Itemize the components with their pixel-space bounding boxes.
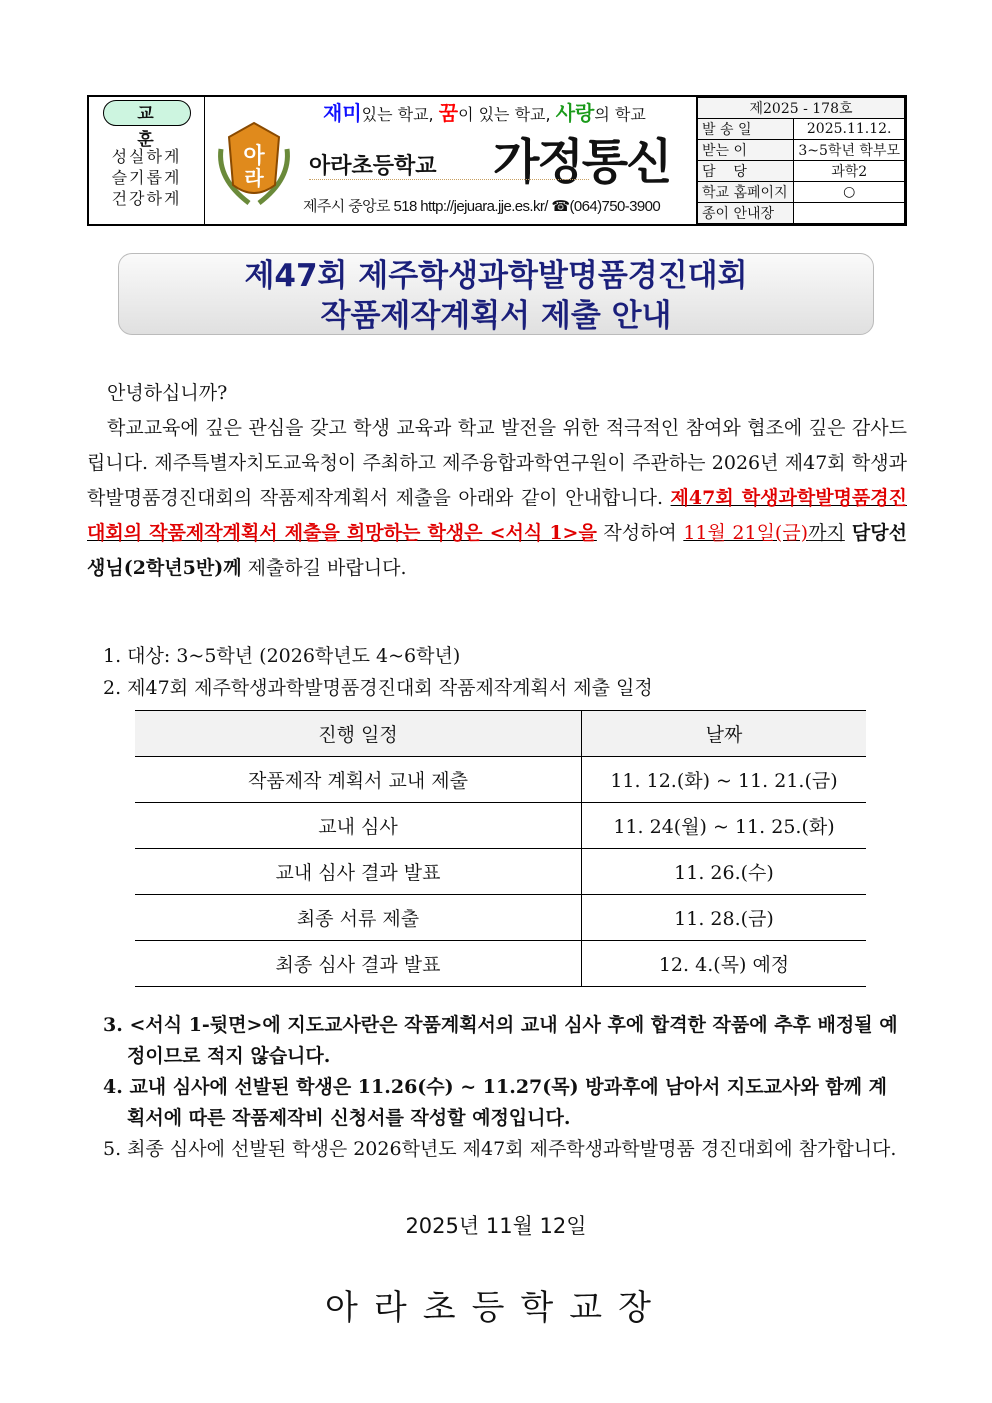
school-emblem-icon [209, 119, 299, 209]
info-label: 담 당 [698, 161, 794, 182]
table-row: 교내 심사 11. 24(월) ~ 11. 25.(화) [135, 803, 866, 849]
note-item: 5. 최종 심사에 선발된 학생은 2026학년도 제47회 제주학생과학발명품 경진대회에 참가합니다. [103, 1138, 897, 1160]
school-slogan: 재미있는 학교, 꿈이 있는 학교, 사랑의 학교 [323, 101, 646, 125]
info-list: 1. 대상: 3~5학년 (2026학년도 4~6학년) 2. 제47회 제주학생과학발명품경진대회 작품제작계획서 제출 일정 [103, 645, 653, 699]
info-label: 발 송 일 [698, 119, 794, 140]
info-value [794, 203, 905, 224]
info-value: 2025.11.12. [794, 119, 905, 140]
newsletter-header [87, 95, 907, 226]
notes-list [103, 1010, 898, 1165]
note-item: 4. 교내 심사에 선발된 학생은 11.26(수) ~ 11.27(목) 방과후에 남아서 지도교사와 함께 계획서에 따른 작품제작비 신청서를 작성할 예정입니다. [103, 1076, 887, 1129]
motto-line: 건강하게 [111, 189, 182, 208]
issue-info [697, 97, 905, 224]
info-value: ○ [794, 182, 905, 203]
table-row: 작품제작 계획서 교내 제출 11. 12.(화) ~ 11. 21.(금) [135, 757, 866, 803]
newsletter-title: 가정통신 [493, 134, 671, 190]
issue-number: 제2025 - 178호 [698, 98, 905, 119]
body-paragraph: 학교교육에 깊은 관심을 갖고 학생 교육과 학교 발전을 위한 적극적인 참여와 협조에 깊은 감사드립니다. 제주특별자치도교육청이 주최하고 제주융합과학연구원이 주관하는 2026년 제47회 학생과학발명품경진대회의 작품제작계획서 제출을 아래와 같이 안내합니다. 제47회 학생과학발명품경진대회의 작품제작계획서 제출을 희망하는 학생은 <서식 1>을 작성하여 11월 21일(금)까지 담당선생님(2학년5반)께 제출하길 바랍니다. [87, 417, 907, 579]
principal-signature: 아라초등학교장 [325, 1288, 667, 1328]
table-row: 최종 심사 결과 발표 12. 4.(목) 예정 [135, 941, 866, 987]
info-label: 종이 안내장 [698, 203, 794, 224]
school-name: 아라초등학교 [309, 154, 437, 179]
note-item: 3. <서식 1-뒷면>에 지도교사란은 작품계획서의 교내 심사 후에 합격한 작품에 추후 배정될 예정이므로 적지 않습니다. [103, 1014, 898, 1067]
school-address: 제주시 중앙로 518 http://jejuara.jje.es.kr/ ☎(064)750-3900 [303, 198, 661, 215]
notice-body [87, 376, 907, 586]
school-motto [89, 97, 205, 224]
motto-line: 슬기롭게 [111, 168, 182, 187]
table-header: 진행 일정 날짜 [135, 711, 866, 757]
issue-date: 2025년 11월 12일 [405, 1214, 587, 1238]
svg-text:라: 라 [244, 166, 264, 190]
table-row: 최종 서류 제출 11. 28.(금) [135, 895, 866, 941]
greeting: 안녕하십니까? [107, 382, 228, 404]
info-label: 받는 이 [698, 140, 794, 161]
schedule-table [135, 710, 866, 987]
notice-title: 제47회 제주학생과학발명품경진대회 작품제작계획서 제출 안내 [118, 253, 874, 335]
motto-label: 교 훈 [103, 100, 191, 126]
motto-line: 성실하게 [111, 147, 182, 166]
table-row: 교내 심사 결과 발표 11. 26.(수) [135, 849, 866, 895]
info-value: 과학2 [794, 161, 905, 182]
info-value: 3~5학년 학부모 [794, 140, 905, 161]
svg-text:아: 아 [243, 144, 265, 169]
info-label: 학교 홈페이지 [698, 182, 794, 203]
